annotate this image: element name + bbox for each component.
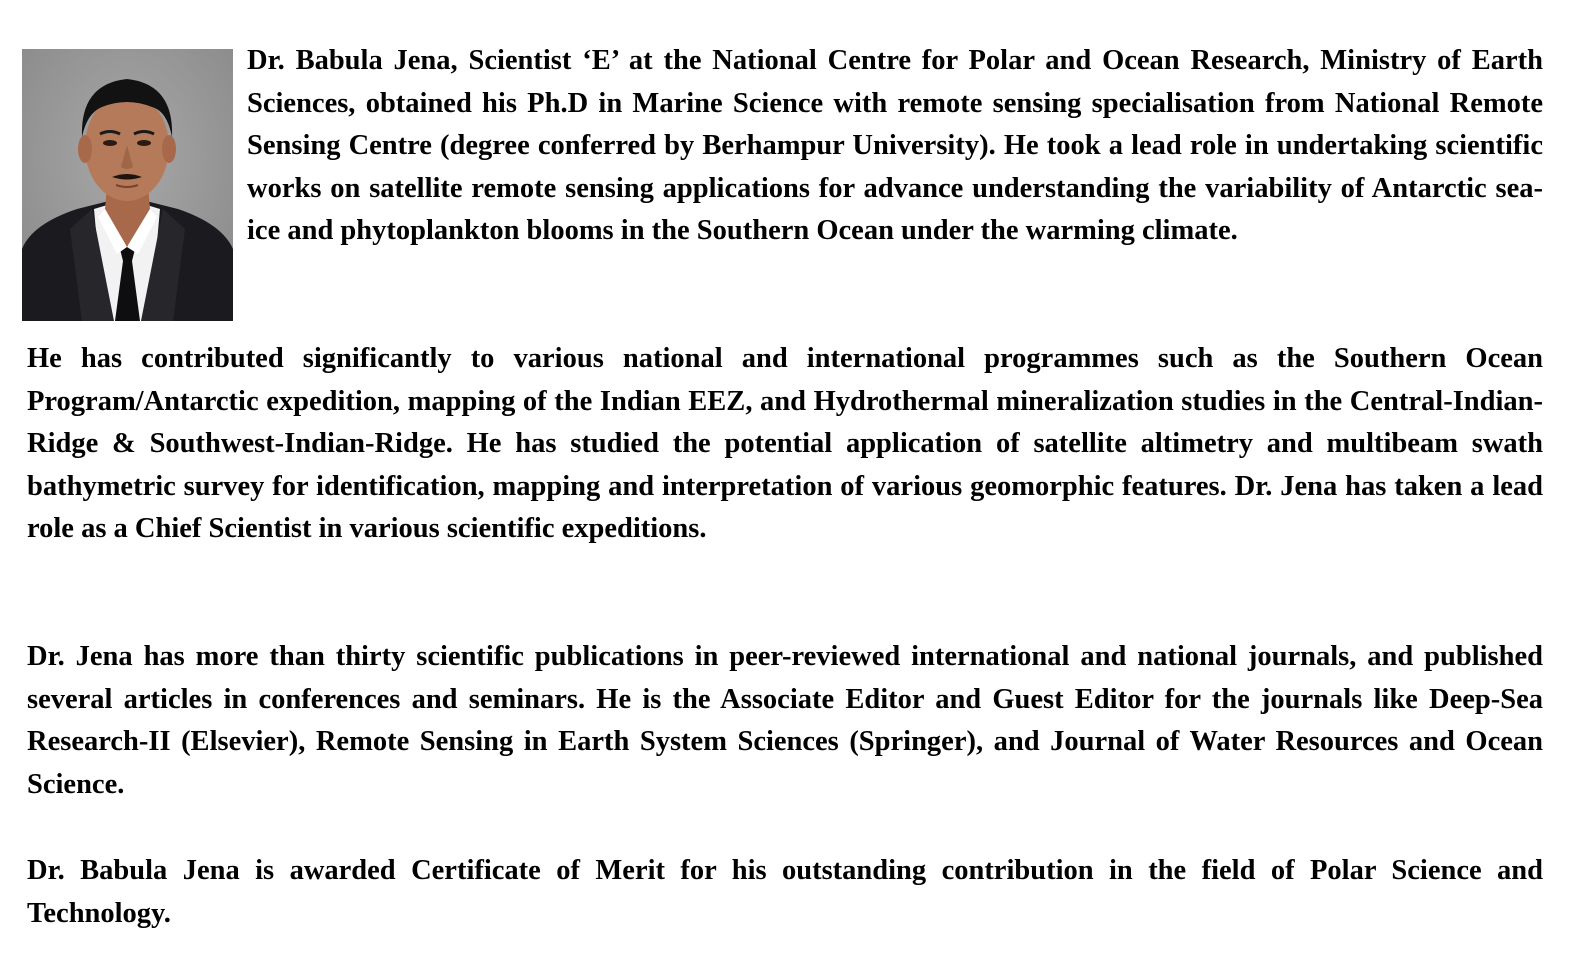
- person-silhouette-icon: [22, 49, 233, 321]
- bio-paragraph-awards: Dr. Babula Jena is awarded Certificate of Merit for his outstanding contribution in the field of Polar Science and Technology.: [27, 855, 1543, 929]
- bio-paragraph-publications: Dr. Jena has more than thirty scientific publications in peer-reviewed international and national journals, and published several articles in conferences and seminars. He is the Associate Editor and Guest Editor for the journals like Deep-Sea Research-II (Elsevier), Remote Sensing in Earth System Sciences (Springer), and Journal of Water Resources and Ocean Science.: [27, 641, 1543, 800]
- bio-paragraph-education: Dr. Babula Jena, Scientist ‘E’ at the National Centre for Polar and Ocean Research, Ministry of Earth Sciences, obtained his Ph.D in Marine Science with remote sensing specialisation from National Remote Sensing Centre (degree conferred by Berhampur University). He took a lead role in undertaking scientific works on satellite remote sensing applications for advance understanding the variability of Antarctic sea-ice and phytoplankton blooms in the Southern Ocean under the warming climate.: [247, 45, 1543, 246]
- portrait-photo: [22, 49, 233, 321]
- bio-paragraph-contributions: He has contributed significantly to various national and international programmes such as the Southern Ocean Program/Antarctic expedition, mapping of the Indian EEZ, and Hydrothermal mineralization studies in the Central-Indian-Ridge & Southwest-Indian-Ridge. He has studied the potential application of satellite altimetry and multibeam swath bathymetric survey for identification, mapping and interpretation of various geomorphic features. Dr. Jena has taken a lead role as a Chief Scientist in various scientific expeditions.: [27, 343, 1543, 544]
